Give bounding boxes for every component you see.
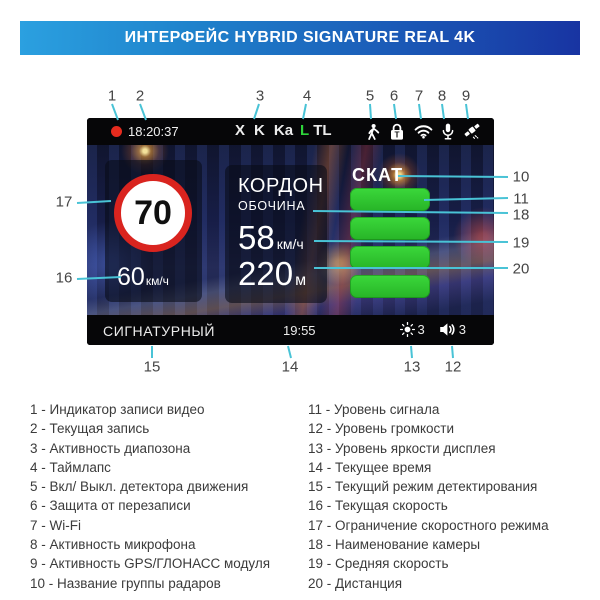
callout-line-3: [254, 104, 259, 119]
callout-number-19: 19: [512, 234, 530, 252]
motion-detector-icon: [365, 123, 380, 141]
page-title: ИНТЕРФЕЙС HYBRID SIGNATURE REAL 4K: [124, 29, 476, 46]
callout-number-7: 7: [414, 87, 424, 105]
callout-line-8: [442, 104, 444, 119]
lock-letter: T: [394, 130, 400, 140]
speed-limit-sign: [114, 174, 192, 252]
band-tl: TL: [313, 122, 332, 139]
microphone-icon: [442, 123, 454, 141]
legend-item: 11 - Уровень сигнала: [308, 402, 440, 417]
callout-line-13: [411, 346, 412, 358]
band-indicators: [235, 122, 332, 139]
camera-view-background: [87, 145, 494, 315]
volume-group: [439, 322, 466, 337]
legend-item: 17 - Ограничение скоростного режима: [308, 517, 549, 533]
legend-item: 5 - Вкл/ Выкл. детектора движения: [30, 479, 249, 495]
legend-item: 1 - Индикатор записи видео: [30, 402, 205, 417]
callout-line-9: [466, 104, 468, 119]
radar-group-name: СКАТ: [352, 165, 404, 185]
band-x: X: [235, 122, 246, 139]
legend-item: 4 - Таймлапс: [30, 459, 111, 475]
callout-line-5: [370, 104, 371, 119]
callout-number-11: 11: [513, 190, 529, 208]
callout-number-17: 17: [55, 193, 73, 211]
camera-info-panel: [225, 165, 327, 303]
wifi-icon: [414, 124, 433, 139]
legend-item: 12 - Уровень громкости: [308, 421, 455, 437]
speed-limit-value: 70: [134, 194, 172, 232]
legend-item: 6 - Защита от перезаписи: [30, 498, 191, 514]
callout-number-13: 13: [403, 358, 421, 376]
volume-icon: [439, 322, 456, 337]
callout-number-10: 10: [512, 168, 530, 186]
average-speed-value: 58: [238, 219, 275, 256]
legend-item: 8 - Активность микрофона: [30, 537, 196, 553]
detection-mode: СИГНАТУРНЫЙ: [103, 323, 216, 339]
screen-bottom-bar: [87, 315, 494, 345]
brightness-icon: [400, 322, 415, 337]
distance-unit: м: [295, 272, 307, 289]
band-l-active: L: [300, 122, 310, 139]
camera-type: ОБОЧИНА: [238, 199, 306, 213]
legend-item: 15 - Текущий режим детектирования: [308, 479, 538, 495]
brightness-level: 3: [417, 322, 425, 337]
callout-number-1: 1: [107, 87, 117, 105]
average-speed: [238, 219, 304, 257]
volume-level: 3: [458, 322, 466, 337]
legend-left-column: [30, 400, 270, 593]
legend-item: 7 - Wi-Fi: [30, 517, 81, 533]
device-screen: [87, 118, 494, 345]
current-speed: [117, 263, 169, 292]
bottom-status-icons: [400, 322, 466, 337]
speed-panel: [105, 160, 202, 302]
gps-satellite-icon: [463, 123, 481, 140]
callout-number-8: 8: [437, 87, 447, 105]
legend-item: 13 - Уровень яркости дисплея: [308, 440, 496, 456]
callout-number-20: 20: [512, 260, 530, 278]
current-time: 19:55: [283, 323, 316, 338]
callout-number-16: 16: [55, 269, 73, 287]
header-banner: [20, 21, 580, 55]
callout-line-6: [394, 104, 396, 119]
signal-bar: [350, 246, 430, 269]
camera-name: КОРДОН: [238, 175, 324, 197]
legend-item: 20 - Дистанция: [308, 575, 403, 591]
callout-number-12: 12: [444, 358, 462, 376]
callout-number-2: 2: [135, 87, 145, 105]
distance: [238, 255, 306, 293]
recording-time: 18:20:37: [128, 124, 179, 139]
callout-line-14: [288, 346, 291, 358]
screen-top-bar: [87, 118, 494, 145]
callout-line-7: [419, 104, 421, 119]
legend-item: 3 - Активность диапозона: [30, 440, 191, 456]
callout-number-3: 3: [255, 87, 265, 105]
current-speed-value: 60: [117, 263, 145, 291]
legend-item: 18 - Наименование камеры: [308, 537, 481, 553]
status-icons: [365, 122, 481, 141]
signal-bar: [350, 275, 430, 298]
signal-bar: [350, 188, 430, 211]
legend-item: 14 - Текущее время: [308, 459, 432, 475]
legend-item: 9 - Активность GPS/ГЛОНАСС модуля: [30, 556, 271, 572]
legend-item: 2 - Текущая запись: [30, 421, 150, 437]
callout-number-18: 18: [512, 206, 530, 224]
distance-value: 220: [238, 255, 294, 292]
callout-number-15: 15: [143, 358, 161, 376]
average-speed-unit: км/ч: [276, 236, 304, 252]
signal-bar: [350, 217, 430, 240]
legend-item: 16 - Текущая скорость: [308, 498, 448, 514]
callout-number-9: 9: [461, 87, 471, 105]
overwrite-protection-lock-icon: [389, 123, 405, 141]
callout-line-4: [303, 104, 306, 119]
legend-item: 10 - Название группы радаров: [30, 575, 221, 591]
brightness-group: [400, 322, 425, 337]
callout-number-6: 6: [389, 87, 399, 105]
legend-item: 19 - Средняя скорость: [308, 556, 449, 572]
callout-line-12: [452, 346, 453, 358]
current-speed-unit: км/ч: [145, 274, 169, 288]
band-k: K: [254, 122, 265, 139]
callout-number-14: 14: [281, 358, 299, 376]
record-indicator-icon: [111, 126, 122, 137]
band-ka: Ka: [273, 122, 294, 139]
callout-number-4: 4: [302, 87, 312, 105]
legend-right-column: [308, 400, 549, 593]
callout-number-5: 5: [365, 87, 375, 105]
